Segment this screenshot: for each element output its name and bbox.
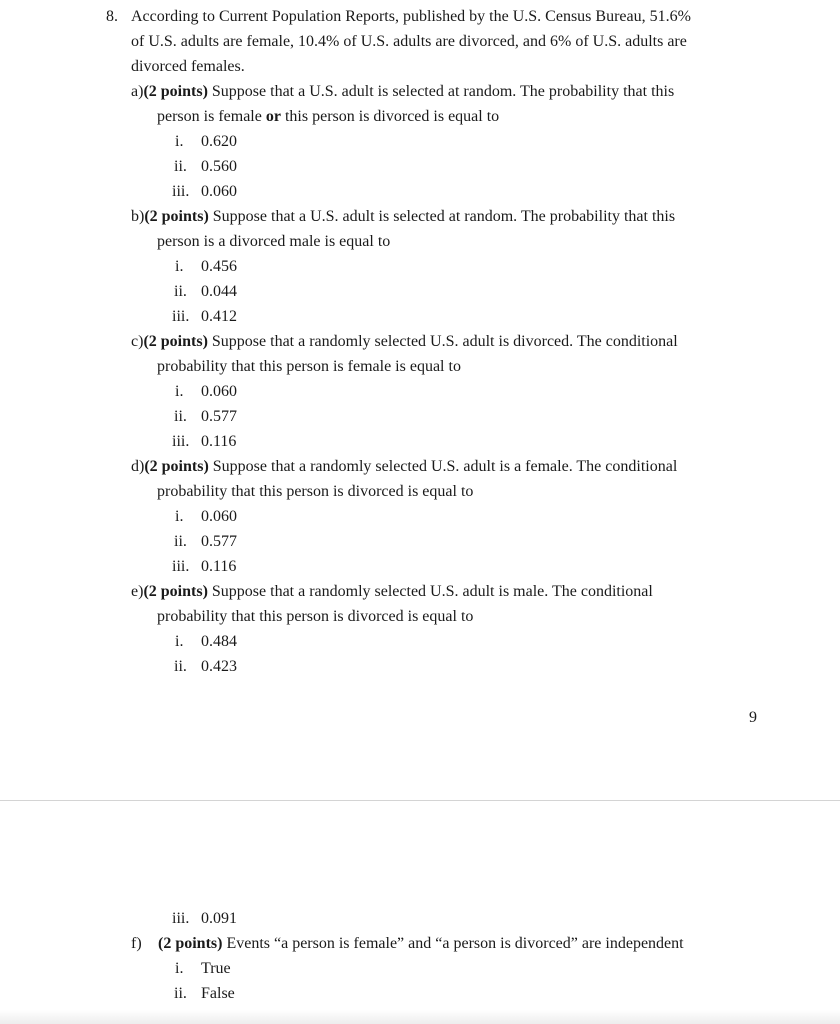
part-b-label: b) [131,208,145,225]
part-b-option-1-num: i. [175,258,184,275]
part-e-option-1-value: 0.484 [201,633,237,650]
part-a-option-1-value: 0.620 [201,133,237,150]
part-c-option-2-value: 0.577 [201,408,237,425]
part-a-points: (2 points) [143,83,208,100]
part-b-prompt-line-2: person is a divorced male is equal to [157,233,391,250]
part-f-option-1-value: True [201,960,231,977]
part-d-option-3-value: 0.116 [201,558,237,575]
question-intro-line-2: of U.S. adults are female, 10.4% of U.S. adults are divorced, and 6% of U.S. adults are [131,33,687,50]
part-c-label: c) [131,333,144,350]
part-e-option-3-value: 0.091 [201,910,237,927]
part-e-option-1-num: i. [175,633,184,650]
part-a-option-1-num: i. [175,133,184,150]
part-e-option-3-num: iii. [172,910,190,927]
part-b-prompt-line-1: b)(2 points) Suppose that a U.S. adult is selected at random. The probability that this [131,208,676,225]
part-d-option-1-num: i. [175,508,184,525]
part-c-option-1-num: i. [175,383,184,400]
part-f-prompt-line-1: (2 points) Events “a person is female” and “a person is divorced” are independent [158,935,684,952]
part-a-option-2-value: 0.560 [201,158,237,175]
part-b-option-3-num: iii. [172,308,190,325]
bottom-edge-shade [0,1010,840,1024]
part-c-prompt-line-1: c)(2 points) Suppose that a randomly selected U.S. adult is divorced. The conditional [131,333,678,350]
part-b-option-2-value: 0.044 [201,283,237,300]
part-c-points: (2 points) [143,333,208,350]
part-f-points: (2 points) [158,935,223,952]
part-b-points: (2 points) [144,208,209,225]
part-f-option-1-num: i. [175,960,184,977]
part-d-points: (2 points) [144,458,209,475]
part-b-option-3-value: 0.412 [201,308,237,325]
part-d-prompt-line-1: d)(2 points) Suppose that a randomly selected U.S. adult is a female. The conditional [131,458,678,475]
part-a-prompt-line-2: person is female or this person is divorced is equal to [157,108,500,125]
part-a-label: a) [131,83,144,100]
part-c-option-1-value: 0.060 [201,383,237,400]
part-d-label: d) [131,458,145,475]
part-f-label: f) [131,935,142,952]
part-e-points: (2 points) [143,583,208,600]
part-a-option-2-num: ii. [174,158,187,175]
part-e-prompt-line-1: e)(2 points) Suppose that a randomly selected U.S. adult is male. The conditional [131,583,653,600]
part-e-label: e) [131,583,144,600]
part-c-option-2-num: ii. [174,408,187,425]
part-a-prompt-line-1: a)(2 points) Suppose that a U.S. adult is selected at random. The probability that this [131,83,675,100]
page-number: 9 [749,709,757,726]
page-10 [0,801,840,1024]
part-a-option-3-num: iii. [172,183,190,200]
part-f-option-2-num: ii. [174,985,187,1002]
part-b-option-1-value: 0.456 [201,258,237,275]
part-d-prompt-line-2: probability that this person is divorced is equal to [157,483,474,500]
part-f-option-2-value: False [201,985,235,1002]
part-c-prompt-line-2: probability that this person is female is equal to [157,358,461,375]
part-d-option-1-value: 0.060 [201,508,237,525]
part-d-option-2-value: 0.577 [201,533,237,550]
part-e-prompt-line-2: probability that this person is divorced is equal to [157,608,474,625]
part-e-option-2-num: ii. [174,658,187,675]
part-e-option-2-value: 0.423 [201,658,237,675]
part-c-option-3-num: iii. [172,433,190,450]
part-c-option-3-value: 0.116 [201,433,237,450]
part-d-option-2-num: ii. [174,533,187,550]
part-b-option-2-num: ii. [174,283,187,300]
question-number: 8. [106,8,118,25]
part-a-option-3-value: 0.060 [201,183,237,200]
question-intro-line-3: divorced females. [131,58,245,75]
part-d-option-3-num: iii. [172,558,190,575]
question-intro-line-1: According to Current Population Reports, published by the U.S. Census Bureau, 51.6% [131,8,691,25]
